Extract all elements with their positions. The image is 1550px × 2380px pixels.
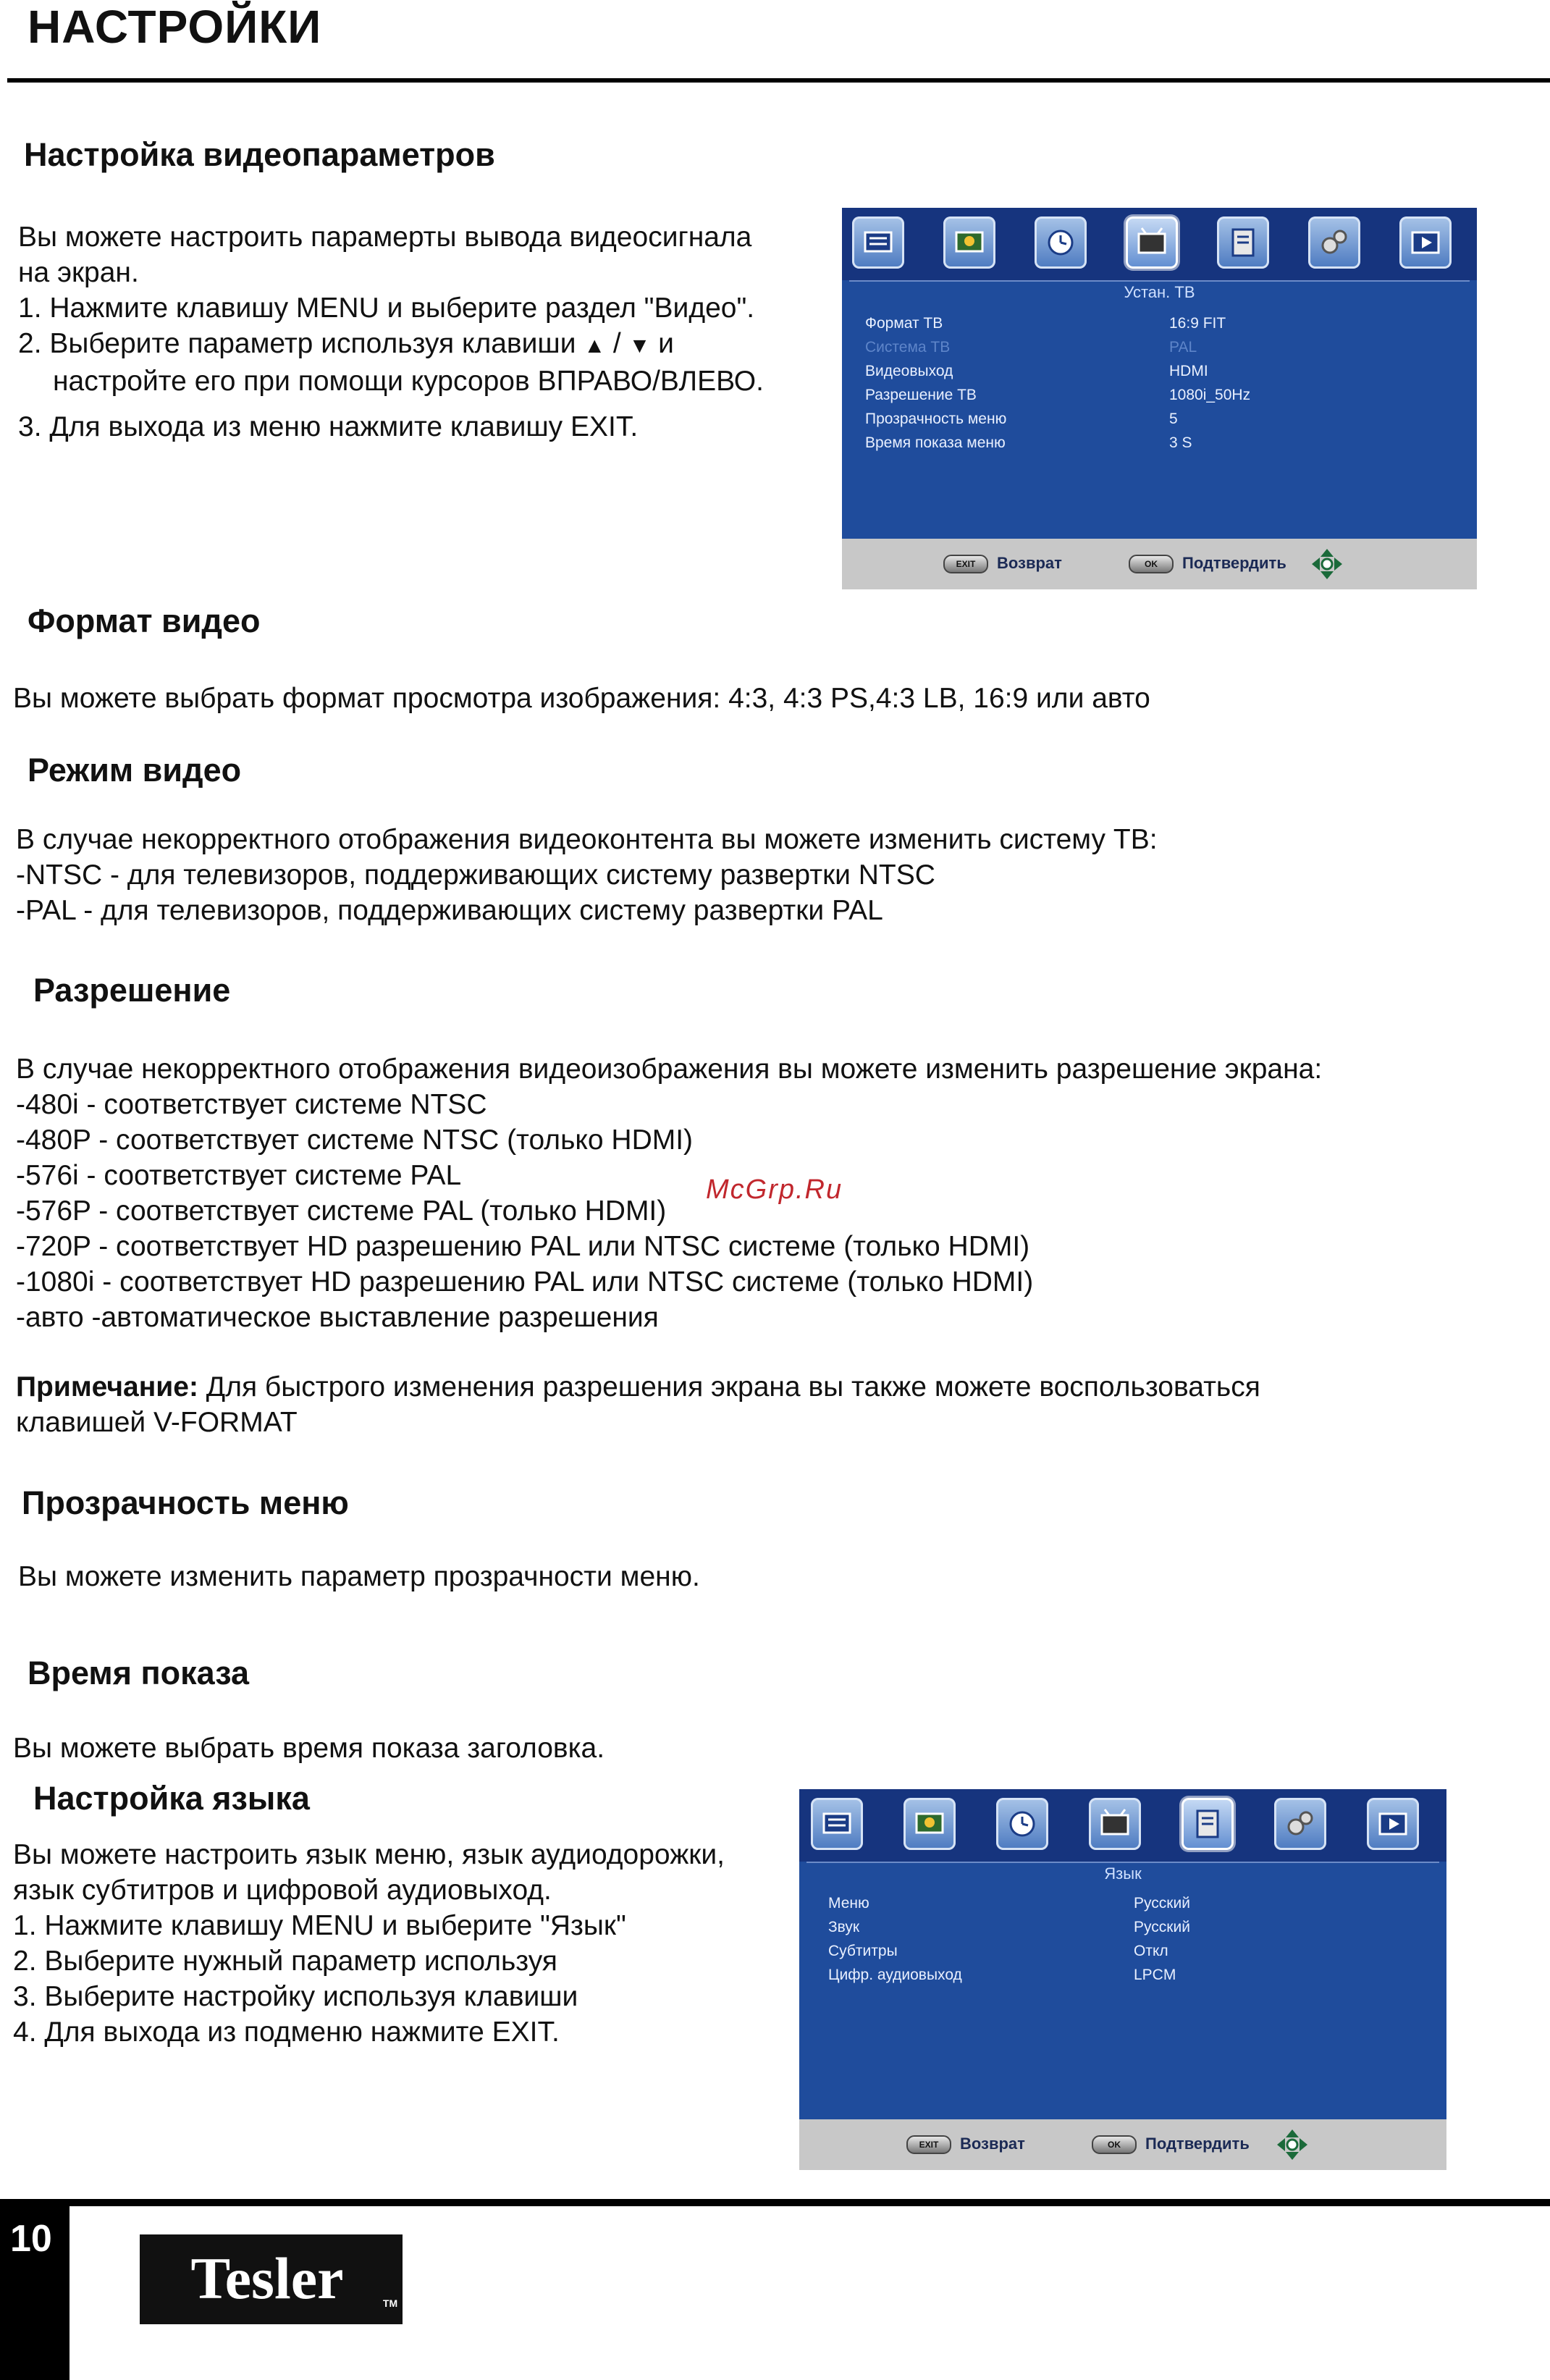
dpad-icon	[1276, 2128, 1309, 2161]
clock-icon	[1035, 216, 1087, 269]
system-gears-icon	[1274, 1798, 1326, 1850]
menu-header: Устан. ТВ	[1124, 283, 1195, 301]
text-line: -480i - соответствует системе NTSC	[16, 1089, 487, 1120]
note-text: Для быстрого изменения разрешения экрана вы также можете воспользоваться	[198, 1371, 1260, 1403]
menu-row-label: Система ТВ	[865, 339, 951, 356]
text-line: -NTSC - для телевизоров, поддерживающих систему развертки NTSC	[16, 859, 935, 891]
dpad-icon	[1310, 547, 1344, 581]
exit-hint: Возврат	[960, 2135, 1025, 2153]
menu-row-value: 16:9 FIT	[1169, 315, 1226, 332]
arrow-up-icon: ▲	[584, 334, 606, 358]
exit-hint: Возврат	[997, 554, 1062, 572]
note-line: клавишей V-FORMAT	[16, 1407, 298, 1438]
transparency-text: Вы можете изменить параметр прозрачности меню.	[18, 1561, 700, 1592]
heading-video-mode: Режим видео	[28, 752, 242, 789]
menu-row-value: Откл	[1134, 1943, 1168, 1959]
text-line: 2. Выберите нужный параметр используя	[13, 1946, 557, 1977]
heading-display-time: Время показа	[28, 1654, 250, 1691]
svg-text:TM: TM	[382, 2297, 398, 2309]
tv-menu-screenshot-language	[799, 1789, 1446, 2170]
ok-key-icon: OK	[1092, 2135, 1137, 2154]
text-line: В случае некорректного отображения видеоизображения вы можете изменить разрешение экрана:	[16, 1054, 1323, 1085]
top-divider	[7, 78, 1550, 83]
text-line: на экран.	[18, 257, 139, 288]
language-text	[13, 1837, 725, 2050]
menu-row-label: Прозрачность меню	[865, 411, 1007, 427]
menu-row-label: Время показа меню	[865, 434, 1006, 451]
text-line: В случае некорректного отображения видеоконтента вы можете изменить систему ТВ:	[16, 824, 1158, 855]
text-line: 4. Для выхода из подменю нажмите EXIT.	[13, 2017, 560, 2048]
menu-row-value: 3 S	[1169, 434, 1192, 451]
menu-divider	[806, 1862, 1439, 1863]
media-player-icon	[1399, 216, 1452, 269]
menu-row-value: HDMI	[1169, 363, 1208, 379]
text-line: 3. Для выхода из меню нажмите клавишу EXIT.	[18, 411, 639, 442]
exit-key-icon: EXIT	[943, 555, 988, 573]
text-line: Вы можете настроить язык меню, язык аудиодорожки,	[13, 1839, 725, 1870]
menu-footer	[842, 539, 1477, 589]
tv-settings-icon	[1089, 1798, 1141, 1850]
text-line: язык субтитров и цифровой аудиовыход.	[13, 1875, 552, 1906]
ok-hint: Подтвердить	[1145, 2135, 1250, 2153]
menu-row-label: Звук	[828, 1919, 860, 1935]
tesler-logo	[140, 2234, 403, 2324]
menu-divider	[849, 280, 1470, 282]
text-line: настройте его при помощи курсоров ВПРАВО/ВЛЕВО.	[53, 366, 764, 397]
menu-row-value: LPCM	[1134, 1967, 1176, 1983]
menu-row-value: 1080i_50Hz	[1169, 387, 1251, 403]
note	[16, 1369, 1322, 1405]
menu-icon-bar	[799, 1789, 1446, 1862]
menu-icon-bar	[842, 208, 1477, 280]
media-player-icon	[1367, 1798, 1419, 1850]
video-format-text: Вы можете выбрать формат просмотра изображения: 4:3, 4:3 PS,4:3 LB, 16:9 или авто	[13, 683, 1150, 714]
resolution-text	[16, 1051, 1322, 1440]
text-line: -PAL - для телевизоров, поддерживающих систему развертки PAL	[16, 895, 883, 926]
menu-row-value: 5	[1169, 411, 1178, 427]
language-icon	[1182, 1798, 1234, 1850]
heading-video-format: Формат видео	[28, 602, 261, 639]
text-line: -576P - соответствует системе PAL (только HDMI)	[16, 1195, 667, 1227]
menu-row-label: Меню	[828, 1895, 869, 1912]
menu-row-label: Цифр. аудиовыход	[828, 1967, 962, 1983]
heading-resolution: Разрешение	[33, 972, 231, 1009]
video-settings-text	[18, 219, 764, 445]
menu-header: Язык	[1104, 1864, 1142, 1883]
channel-list-icon	[852, 216, 904, 269]
text-line: -авто -автоматическое выставление разрешения	[16, 1302, 659, 1333]
page-number: 10	[10, 2218, 52, 2260]
tv-settings-icon	[1126, 216, 1178, 269]
text-line: -480P - соответствует системе NTSC (только HDMI)	[16, 1124, 694, 1156]
page-title: НАСТРОЙКИ	[28, 1, 322, 53]
text-line: 1. Нажмите клавишу MENU и выберите "Язык"	[13, 1910, 626, 1941]
system-gears-icon	[1308, 216, 1360, 269]
menu-row-label: Видеовыход	[865, 363, 953, 379]
clock-icon	[996, 1798, 1048, 1850]
language-icon	[1217, 216, 1269, 269]
menu-footer	[799, 2119, 1446, 2170]
note-label: Примечание:	[16, 1371, 198, 1403]
display-time-text: Вы можете выбрать время показа заголовка.	[13, 1733, 605, 1764]
ok-hint: Подтвердить	[1182, 554, 1286, 572]
heading-transparency: Прозрачность меню	[22, 1484, 349, 1521]
ok-key-icon: OK	[1129, 555, 1174, 573]
svg-text:Tesler: Tesler	[190, 2245, 344, 2311]
heading-language: Настройка языка	[33, 1780, 310, 1817]
watermark: McGrp.Ru	[706, 1174, 843, 1205]
menu-row-label: Разрешение ТВ	[865, 387, 977, 403]
picture-icon	[904, 1798, 956, 1850]
text-line: -720P - соответствует HD разрешению PAL или NTSC системе (только HDMI)	[16, 1231, 1030, 1262]
channel-list-icon	[811, 1798, 863, 1850]
text-line: -576i - соответствует системе PAL	[16, 1160, 462, 1191]
menu-row-label: Формат ТВ	[865, 315, 943, 332]
text-line: -1080i - соответствует HD разрешению PAL или NTSC системе (только HDMI)	[16, 1266, 1034, 1298]
heading-video-settings: Настройка видеопараметров	[24, 136, 495, 173]
exit-key-icon: EXIT	[906, 2135, 951, 2154]
menu-row-value: PAL	[1169, 339, 1197, 356]
video-mode-text	[16, 822, 1158, 928]
text-line: 2. Выберите параметр используя клавиши ▲ / ▼ и	[18, 328, 674, 359]
menu-row-label: Субтитры	[828, 1943, 898, 1959]
menu-row-value: Русский	[1134, 1895, 1190, 1912]
text-line: 3. Выберите настройку используя клавиши	[13, 1981, 578, 2012]
tv-menu-screenshot-video	[842, 208, 1477, 589]
text-line: Вы можете настроить парамерты вывода видеосигнала	[18, 222, 752, 253]
bottom-divider	[0, 2199, 1550, 2206]
arrow-down-icon: ▼	[628, 334, 651, 358]
picture-icon	[943, 216, 995, 269]
menu-row-value: Русский	[1134, 1919, 1190, 1935]
text-line: 1. Нажмите клавишу MENU и выберите раздел "Видео".	[18, 293, 755, 324]
